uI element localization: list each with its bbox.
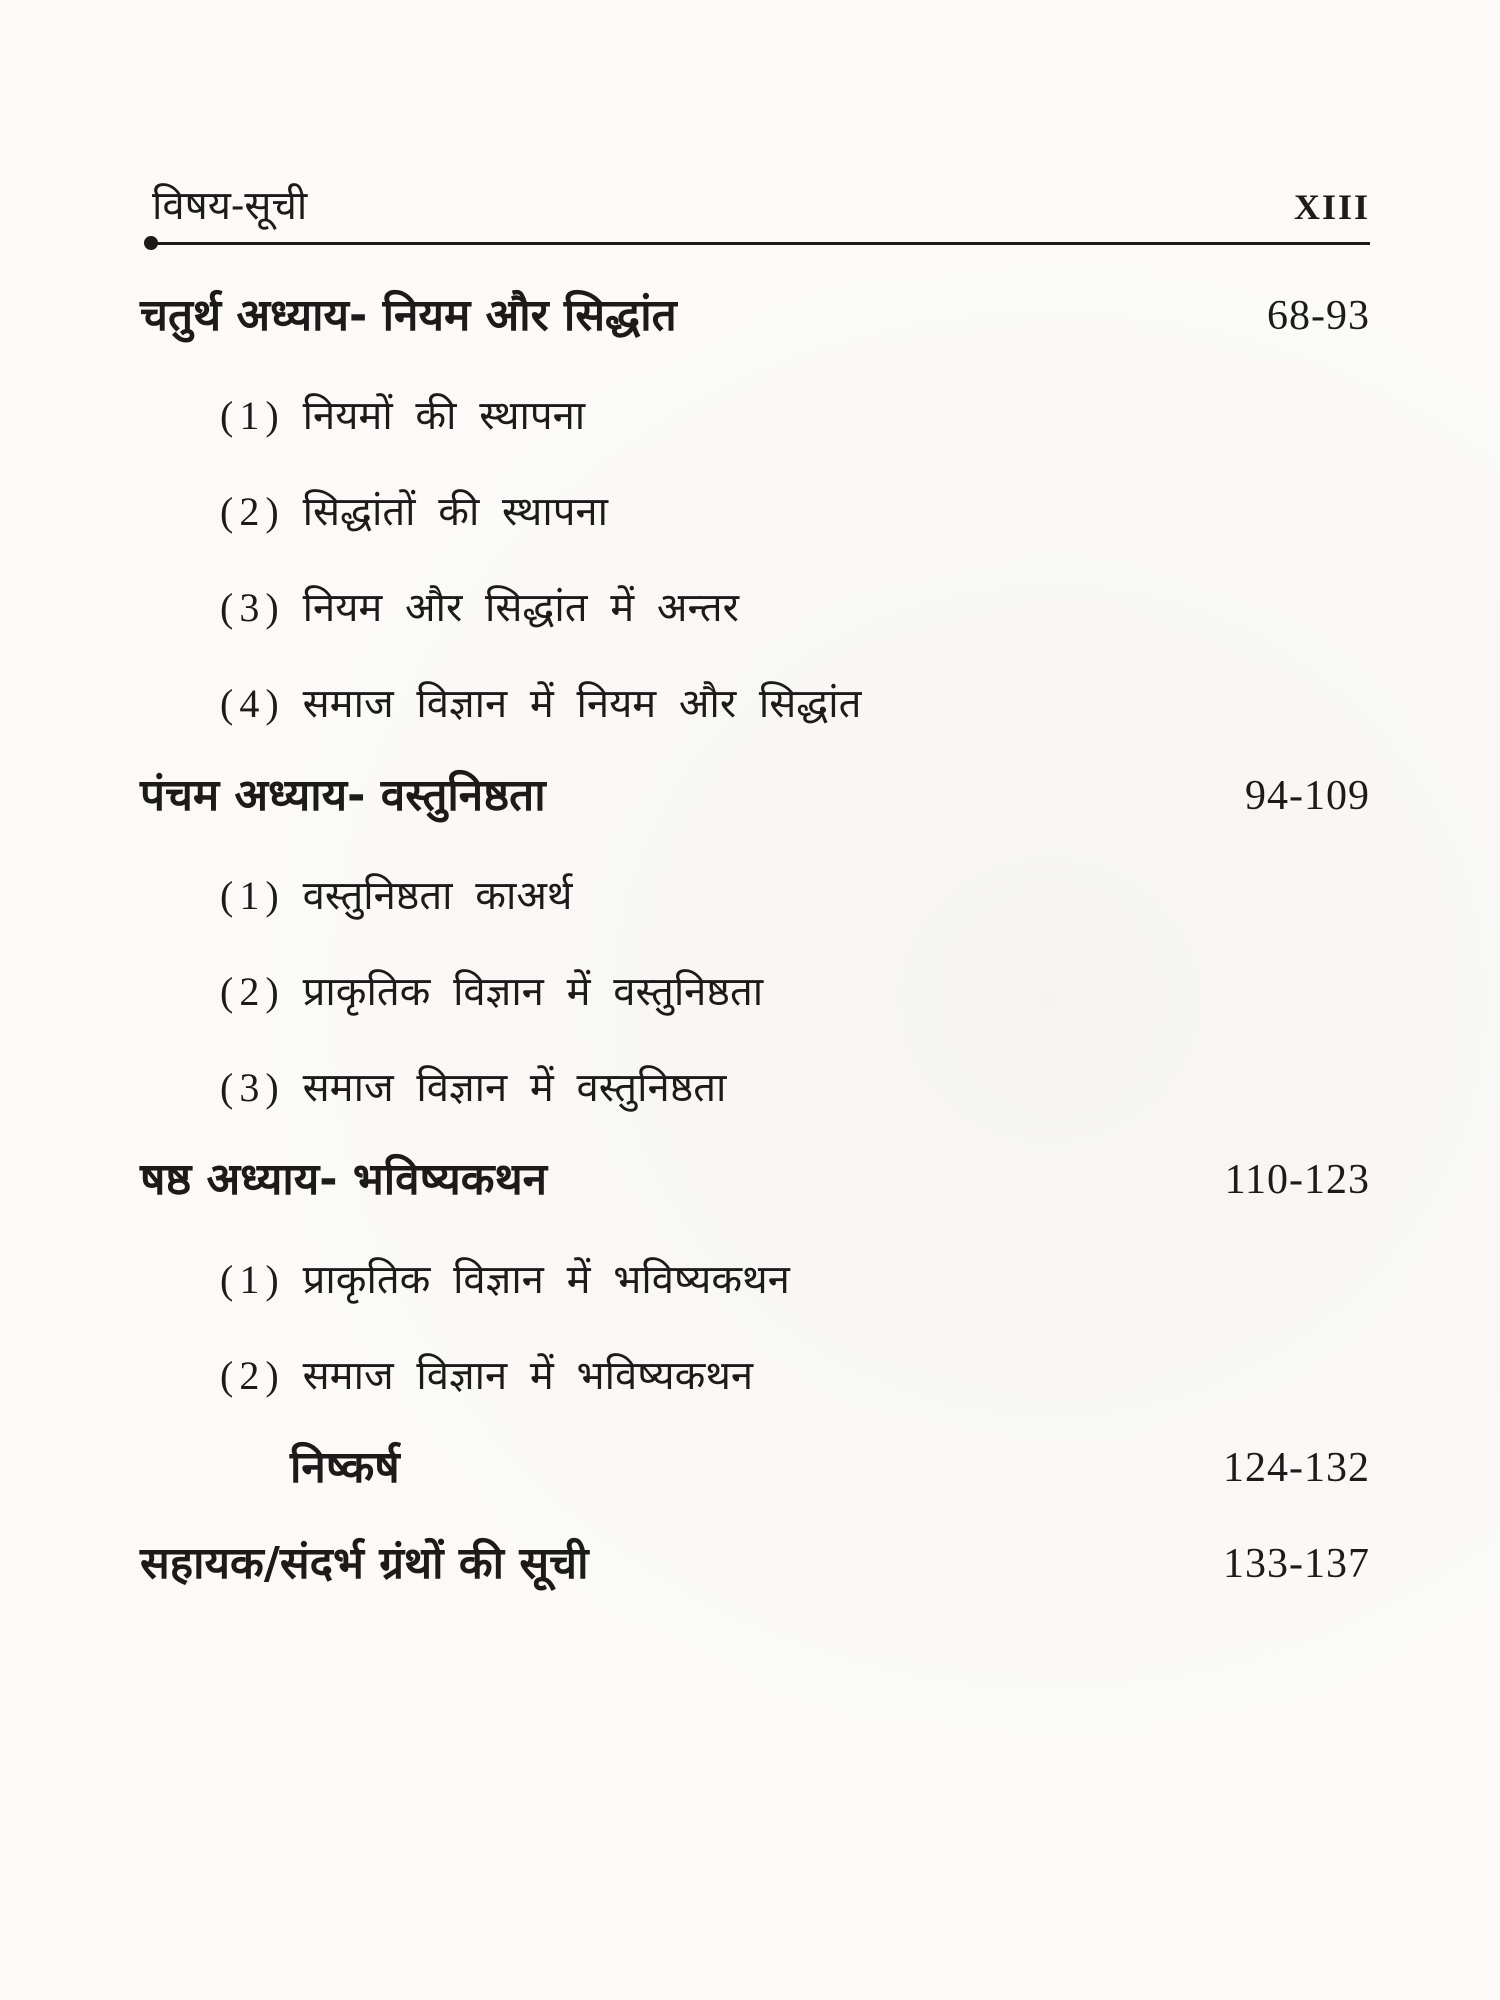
toc-conclusion: [140, 1424, 1370, 1520]
bibliography-pages: 133-137: [1223, 1541, 1370, 1587]
item-text: नियमों की स्थापना: [302, 393, 586, 439]
toc-item: [140, 368, 1370, 464]
item-text: समाज विज्ञान में नियम और सिद्धांत: [302, 681, 862, 727]
item-text: नियम और सिद्धांत में अन्तर: [302, 585, 739, 631]
toc-item: [140, 656, 1370, 752]
item-number: (1): [220, 393, 285, 438]
toc-chapter-5: [140, 752, 1370, 848]
item-number: (2): [220, 969, 285, 1014]
conclusion-pages: 124-132: [1223, 1445, 1370, 1491]
header-rule-dot: [144, 236, 158, 250]
toc-item: [140, 944, 1370, 1040]
chapter-title: पंचम अध्याय- वस्तुनिष्ठता: [140, 770, 546, 821]
item-number: (1): [220, 873, 285, 918]
chapter-title: षष्ठ अध्याय- भविष्यकथन: [140, 1154, 548, 1205]
chapter-title: चतुर्थ अध्याय- नियम और सिद्धांत: [140, 290, 677, 341]
running-header: [148, 178, 1370, 248]
header-rule: [148, 242, 1370, 245]
item-number: (1): [220, 1257, 285, 1302]
item-number: (3): [220, 1065, 285, 1110]
toc-bibliography: [140, 1520, 1370, 1616]
item-text: प्राकृतिक विज्ञान में वस्तुनिष्ठता: [302, 969, 764, 1015]
item-text: प्राकृतिक विज्ञान में भविष्यकथन: [302, 1257, 790, 1303]
page-number: XIII: [1293, 187, 1370, 227]
chapter-pages: 110-123: [1224, 1157, 1370, 1203]
item-number: (2): [220, 1353, 285, 1398]
toc-item: [140, 1040, 1370, 1136]
item-number: (4): [220, 681, 285, 726]
toc-chapter-6: [140, 1136, 1370, 1232]
item-number: (2): [220, 489, 285, 534]
chapter-pages: 94-109: [1245, 773, 1370, 819]
toc-item: [140, 1232, 1370, 1328]
chapter-pages: 68-93: [1267, 293, 1370, 339]
toc-chapter-4: [140, 272, 1370, 368]
toc-item: [140, 464, 1370, 560]
item-text: समाज विज्ञान में वस्तुनिष्ठता: [302, 1065, 727, 1111]
bibliography-title: सहायक/संदर्भ ग्रंथों की सूची: [140, 1538, 589, 1589]
item-number: (3): [220, 585, 285, 630]
item-text: वस्तुनिष्ठता काअर्थ: [302, 873, 573, 919]
item-text: सिद्धांतों की स्थापना: [302, 489, 608, 535]
toc-item: [140, 1328, 1370, 1424]
toc-item: [140, 560, 1370, 656]
running-title: विषय-सूची: [152, 183, 308, 229]
item-text: समाज विज्ञान में भविष्यकथन: [302, 1353, 754, 1399]
conclusion-title: निष्कर्ष: [290, 1442, 400, 1493]
toc-item: [140, 848, 1370, 944]
table-of-contents: [140, 272, 1370, 1616]
